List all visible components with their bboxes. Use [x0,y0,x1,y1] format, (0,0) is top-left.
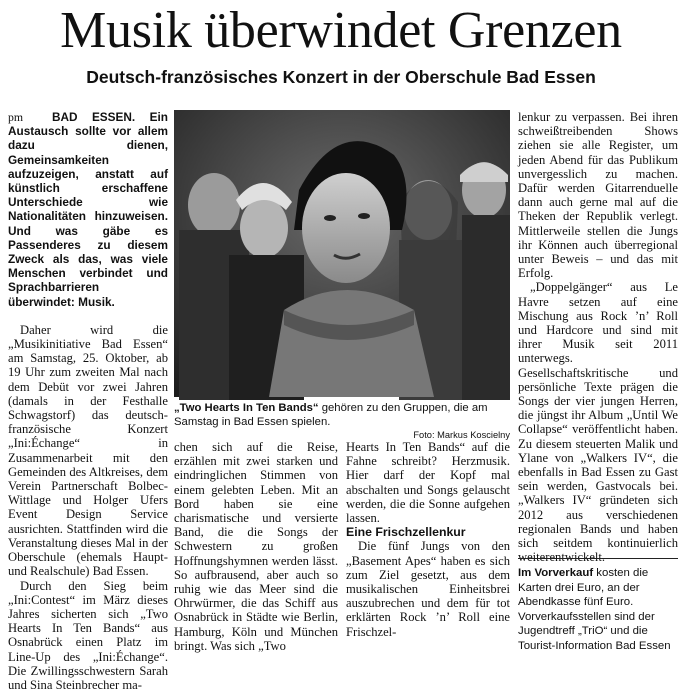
body-paragraph: Die fünf Jungs von den „Basement Apes“ haben es sich zum Ziel gesetzt, aus dem musikalischen Einheitsbrei auszubrechen und dem für tot erklärten Rock ’n’ Roll eine Frischzel- [346,539,510,638]
body-paragraph: „Doppelgänger“ aus Le Havre setzen auf eine Mischung aus Rock ’n’ Roll und Hardcore und sind mit ihrer Musik seit 2011 unterwegs. Gesellschaftskritische und persönliche Texte prägen die Songs der vier jungen Herren, die jüngst ihr Album „Until We Collapse“ veröffentlicht haben. Zu diesem steuerten Malik und Ylane von „Walkers IV“, die ebenfalls in Bad Essen zu Gast sein werden, Gastvocals bei. „Walkers IV“ gründeten sich 2012 aus verschiedenen regionalen Bands und haben sich seitdem kontinuierlich weiterentwickelt. [518,280,678,564]
body-paragraph: Hearts In Ten Bands“ auf die Fahne schreibt? Herzmusik. Hier darf der Kopf mal abschalten und Songs gelauscht werden, die die Sonne aufgehen lassen. [346,440,510,525]
lead-paragraph [8,110,168,309]
band-photo [174,110,510,397]
info-divider [518,558,678,559]
subheadline: Deutsch-französisches Konzert in der Oberschule Bad Essen [0,66,682,88]
article-column-4 [518,110,678,565]
photo-caption [174,401,510,442]
lead-text: BAD ESSEN. Ein Austausch sollte vor allem dazu dienen, Gemeinsamkeiten aufzuzeigen, anstatt auf künstlich erschaffene Unterschiede wie Nationalitäten hinzuweisen. Und was gäbe es Passenderes zu diesem Zweck als das, was viele Menschen verbindet und Sprachbarrieren überwindet: Musik. [8,110,168,309]
author-initials: pm [8,110,23,124]
headline: Musik überwindet Grenzen [0,0,682,62]
ticket-info-box [518,566,678,654]
article-column-2 [174,440,338,653]
article-column-1 [8,110,168,692]
body-paragraph: Durch den Sieg beim „Ini:Contest“ im März dieses Jahres sicherten sich „Two Hearts In Ten Bands“ aus Osnabrück einen Platz im Line-Up des „Ini:Échange“. Die Zwillingsschwestern Sarah und Sina Steinbrecher ma- [8,579,168,692]
info-heading: Im Vorverkauf [518,567,593,579]
body-paragraph: Daher wird die „Musikinitiative Bad Essen“ am Samstag, 25. Oktober, ab 19 Uhr zum zweiten Mal nach dem Debüt vor zwei Jahren (damals in der Festhalle Schwagstorf) das deutsch-französische Konzert „Ini:Échange“ in Zusammenarbeit mit den Gemeinden des Altkreises, dem Verein Partnerschaft Bolbec-Wittlage und Holger Ufers Event Design Service ausrichten. Stattfinden wird die Veranstaltung dieses Mal in der Oberschule (ehemals Haupt- und Realschule) Bad Essen. [8,323,168,579]
section-subheading: Eine Frischzellenkur [346,525,510,539]
body-paragraph: lenkur zu verpassen. Bei ihren schweißtreibenden Shows ziehen sie alle Register, um jeden Abend für das Publikum unvergesslich zu machen. Dafür werden Gitarrenduelle dann auch gerne mal auf die Theken der Republik verlegt. Mittlerweile stellen die Jungs ihr Können auch überregional unter Beweis – und das mit Erfolg. [518,110,678,280]
body-paragraph: chen sich auf die Reise, erzählen mit zwei starken und eindringlichen Stimmen von einem gelebten Leben. Mit an Bord haben sie eine charismatische und versierte Band, die die Songs der Schwestern zu großen Hoffnungshymnen werden lässt. So aufbrausend, aber auch so ruhig wie das Meer sind die Ohrwürmer, die das Schiff aus Osnabrück in Städte wie Berlin, Hamburg, Köln und München bringt. Was sich „Two [174,440,338,653]
info-text: kosten die Karten drei Euro, an der Abendkasse fünf Euro. Vorverkaufsstellen sind der Jugendtreff „TriO“ und die Tourist-Information Bad Essen [518,567,671,652]
caption-text: gehören zu den Gruppen, die am Samstag in Bad Essen spielen. [174,402,488,428]
caption-band-name: „Two Hearts In Ten Bands“ [174,402,319,414]
photo-credit: Foto: Markus Koscielny [174,429,510,442]
article-column-3 [346,440,510,639]
